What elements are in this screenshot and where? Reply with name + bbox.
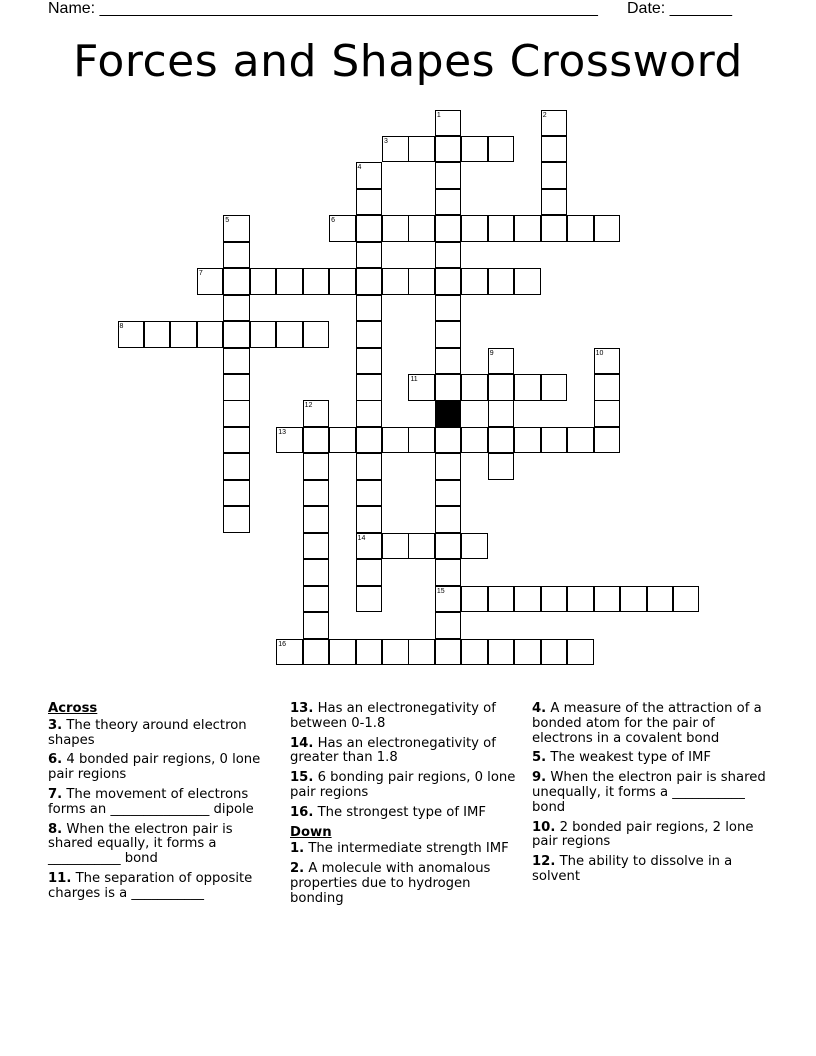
grid-cell[interactable]: [329, 639, 356, 666]
cell-number: 12: [304, 402, 313, 410]
clue-down-5: [532, 751, 768, 766]
grid-cell[interactable]: [303, 559, 330, 586]
grid-cell[interactable]: [514, 215, 541, 242]
grid-cell[interactable]: [223, 400, 250, 427]
clue-number: 4.: [532, 701, 547, 716]
grid-cell[interactable]: [488, 453, 515, 480]
clue-number: 6.: [48, 752, 63, 768]
clue-across-3: [48, 719, 272, 749]
grid-cell[interactable]: [356, 295, 383, 322]
grid-cell[interactable]: [488, 136, 515, 163]
grid-cell[interactable]: [514, 374, 541, 401]
clue-text: Has an electronegativity of between 0-1.8: [290, 701, 496, 731]
grid-cell[interactable]: [647, 586, 674, 613]
clue-text: The theory around electron shapes: [48, 717, 247, 748]
blocked-cell: [435, 400, 462, 427]
grid-cell[interactable]: [303, 612, 330, 639]
grid-cell[interactable]: [303, 480, 330, 507]
grid-cell[interactable]: [435, 639, 462, 666]
grid-cell[interactable]: [594, 586, 621, 613]
grid-cell[interactable]: [514, 586, 541, 613]
grid-cell[interactable]: [382, 427, 409, 454]
clues-column-2: [290, 702, 516, 912]
grid-cell[interactable]: [435, 427, 462, 454]
clue-across-14: [290, 737, 516, 767]
clue-across-6: [48, 753, 272, 783]
grid-cell[interactable]: [144, 321, 171, 348]
clue-number: 12.: [532, 854, 556, 870]
grid-cell[interactable]: [356, 427, 383, 454]
grid-cell[interactable]: [461, 215, 488, 242]
clue-number: 2.: [290, 861, 305, 877]
grid-cell[interactable]: [329, 268, 356, 295]
cell-number: 10: [595, 349, 604, 357]
grid-cell[interactable]: [514, 639, 541, 666]
grid-cell[interactable]: [541, 215, 568, 242]
grid-cell[interactable]: [303, 586, 330, 613]
grid-cell[interactable]: [223, 480, 250, 507]
grid-cell[interactable]: [461, 533, 488, 560]
grid-cell[interactable]: [356, 215, 383, 242]
clue-number: 14.: [290, 735, 314, 751]
grid-cell[interactable]: [488, 374, 515, 401]
cell-number: 14: [357, 534, 366, 542]
grid-cell[interactable]: [541, 136, 568, 163]
clue-text: 2 bonded pair regions, 2 lone pair regions: [532, 819, 754, 850]
clue-across-15: [290, 771, 516, 801]
grid-cell[interactable]: [435, 215, 462, 242]
grid-cell[interactable]: [408, 427, 435, 454]
clue-across-16: [290, 806, 516, 821]
cell-number: 2: [542, 111, 547, 119]
grid-cell[interactable]: [435, 162, 462, 189]
grid-cell[interactable]: [435, 189, 462, 216]
grid-cell[interactable]: [303, 639, 330, 666]
grid-cell[interactable]: [488, 215, 515, 242]
cell-number: 15: [436, 587, 445, 595]
clue-text: The separation of opposite charges is a ___________: [48, 870, 253, 901]
grid-cell[interactable]: [356, 480, 383, 507]
grid-cell[interactable]: [382, 215, 409, 242]
grid-cell[interactable]: [461, 374, 488, 401]
grid-cell[interactable]: [382, 533, 409, 560]
grid-cell[interactable]: [541, 427, 568, 454]
grid-cell[interactable]: [620, 586, 647, 613]
date-field-label: Date: _______: [627, 0, 732, 17]
grid-cell[interactable]: [356, 506, 383, 533]
grid-cell[interactable]: [276, 268, 303, 295]
clue-down-12: [532, 855, 768, 885]
grid-cell[interactable]: [408, 268, 435, 295]
clue-number: 8.: [48, 821, 63, 837]
grid-cell[interactable]: [435, 612, 462, 639]
grid-cell[interactable]: [303, 453, 330, 480]
clue-text: The ability to dissolve in a solvent: [532, 854, 733, 884]
grid-cell[interactable]: [541, 639, 568, 666]
cell-number: 3: [384, 137, 388, 145]
cell-number: 16: [278, 640, 286, 648]
clue-down-10: [532, 821, 768, 851]
grid-cell[interactable]: [408, 215, 435, 242]
grid-cell[interactable]: [594, 374, 621, 401]
page-title: Forces and Shapes Crossword: [73, 36, 743, 87]
grid-cell[interactable]: [303, 268, 330, 295]
grid-cell[interactable]: [356, 639, 383, 666]
grid-cell[interactable]: [461, 427, 488, 454]
grid-cell[interactable]: [303, 533, 330, 560]
clue-number: 10.: [532, 819, 556, 835]
clue-number: 9.: [532, 770, 547, 786]
grid-cell[interactable]: [408, 639, 435, 666]
clue-text: A molecule with anomalous properties due to hydrogen bonding: [290, 861, 491, 906]
grid-cell[interactable]: [594, 215, 621, 242]
cell-number: 4: [357, 164, 362, 172]
grid-cell[interactable]: [541, 162, 568, 189]
name-field-label: Name: ________________________________________________________: [48, 0, 598, 17]
grid-cell[interactable]: [382, 639, 409, 666]
grid-cell[interactable]: [356, 321, 383, 348]
grid-cell[interactable]: [223, 453, 250, 480]
grid-cell[interactable]: [356, 453, 383, 480]
clues-column-3: [532, 702, 768, 890]
clue-down-2: [290, 862, 516, 906]
grid-cell[interactable]: [435, 453, 462, 480]
down-heading: Down: [290, 824, 332, 840]
grid-cell[interactable]: [329, 427, 356, 454]
grid-cell[interactable]: [408, 533, 435, 560]
grid-cell[interactable]: [223, 374, 250, 401]
grid-cell[interactable]: [435, 374, 462, 401]
cell-number: 7: [198, 270, 203, 278]
clue-text: Has an electronegativity of greater than 1.8: [290, 735, 496, 766]
grid-cell[interactable]: [223, 348, 250, 375]
clue-text: The strongest type of IMF: [313, 804, 487, 820]
grid-cell[interactable]: [514, 427, 541, 454]
clue-across-7: [48, 788, 272, 818]
grid-cell[interactable]: [356, 268, 383, 295]
grid-cell[interactable]: [514, 268, 541, 295]
grid-cell[interactable]: [488, 400, 515, 427]
grid-cell[interactable]: [356, 559, 383, 586]
clue-down-4: [532, 702, 768, 746]
grid-cell[interactable]: [356, 348, 383, 375]
clue-number: 5.: [532, 750, 547, 766]
cell-number: 13: [278, 428, 286, 436]
grid-cell[interactable]: [461, 136, 488, 163]
grid-cell[interactable]: [170, 321, 197, 348]
grid-cell[interactable]: [356, 189, 383, 216]
grid-cell[interactable]: [276, 321, 303, 348]
grid-cell[interactable]: [567, 427, 594, 454]
clue-text: A measure of the attraction of a bonded atom for the pair of electrons in a covalent bond: [532, 701, 762, 746]
grid-cell[interactable]: [435, 295, 462, 322]
grid-cell[interactable]: [541, 189, 568, 216]
grid-cell[interactable]: [594, 400, 621, 427]
clue-text: When the electron pair is shared equally, it forms a ___________ bond: [48, 821, 233, 867]
grid-cell[interactable]: [197, 321, 224, 348]
cell-number: 9: [489, 349, 494, 357]
grid-cell[interactable]: [223, 268, 250, 295]
grid-cell[interactable]: [356, 242, 383, 269]
cell-number: 6: [331, 217, 335, 225]
cell-number: 5: [225, 217, 230, 225]
clue-text: The weakest type of IMF: [546, 750, 711, 766]
grid-cell[interactable]: [435, 506, 462, 533]
clue-number: 11.: [48, 870, 72, 886]
grid-cell[interactable]: [435, 559, 462, 586]
grid-cell[interactable]: [541, 586, 568, 613]
grid-cell[interactable]: [461, 639, 488, 666]
grid-cell[interactable]: [435, 480, 462, 507]
grid-cell[interactable]: [356, 400, 383, 427]
grid-cell[interactable]: [250, 321, 277, 348]
grid-cell[interactable]: [488, 268, 515, 295]
clue-text: 6 bonding pair regions, 0 lone pair regions: [290, 770, 516, 800]
across-heading: Across: [48, 701, 98, 716]
grid-cell[interactable]: [461, 586, 488, 613]
clue-number: 16.: [290, 804, 314, 820]
clue-text: The movement of electrons forms an _______________ dipole: [48, 786, 254, 817]
clue-down-9: [532, 771, 768, 815]
clue-across-11: [48, 872, 272, 902]
grid-cell[interactable]: [408, 136, 435, 163]
grid-cell[interactable]: [435, 136, 462, 163]
grid-cell[interactable]: [594, 427, 621, 454]
clue-down-1: [290, 842, 516, 857]
grid-cell[interactable]: [223, 427, 250, 454]
clue-across-8: [48, 823, 272, 867]
grid-cell[interactable]: [488, 586, 515, 613]
grid-cell[interactable]: [673, 586, 700, 613]
grid-cell[interactable]: [567, 586, 594, 613]
grid-cell[interactable]: [488, 639, 515, 666]
clue-number: 1.: [290, 841, 305, 857]
grid-cell[interactable]: [435, 268, 462, 295]
grid-cell[interactable]: [356, 374, 383, 401]
clue-number: 13.: [290, 701, 314, 716]
grid-cell[interactable]: [435, 242, 462, 269]
grid-cell[interactable]: [223, 242, 250, 269]
clue-text: When the electron pair is shared unequally, it forms a ___________ bond: [532, 770, 766, 815]
clue-across-13: [290, 702, 516, 732]
cell-number: 11: [410, 376, 418, 383]
grid-cell[interactable]: [303, 506, 330, 533]
cell-number: 1: [436, 111, 441, 119]
grid-cell[interactable]: [382, 268, 409, 295]
grid-cell[interactable]: [250, 268, 277, 295]
grid-cell[interactable]: [223, 506, 250, 533]
grid-cell[interactable]: [303, 321, 330, 348]
grid-cell[interactable]: [303, 427, 330, 454]
grid-cell[interactable]: [435, 321, 462, 348]
clue-number: 15.: [290, 770, 314, 786]
grid-cell[interactable]: [461, 268, 488, 295]
clue-number: 3.: [48, 717, 63, 733]
grid-cell[interactable]: [541, 374, 568, 401]
clue-text: 4 bonded pair regions, 0 lone pair regions: [48, 752, 261, 783]
grid-cell[interactable]: [567, 639, 594, 666]
grid-cell[interactable]: [567, 215, 594, 242]
grid-cell[interactable]: [223, 321, 250, 348]
grid-cell[interactable]: [488, 427, 515, 454]
grid-cell[interactable]: [223, 295, 250, 322]
grid-cell[interactable]: [435, 348, 462, 375]
grid-cell[interactable]: [435, 533, 462, 560]
clue-text: The intermediate strength IMF: [304, 841, 509, 857]
cell-number: 8: [119, 323, 124, 331]
grid-cell[interactable]: [356, 586, 383, 613]
clues-column-1: [48, 702, 272, 907]
clue-number: 7.: [48, 786, 63, 802]
